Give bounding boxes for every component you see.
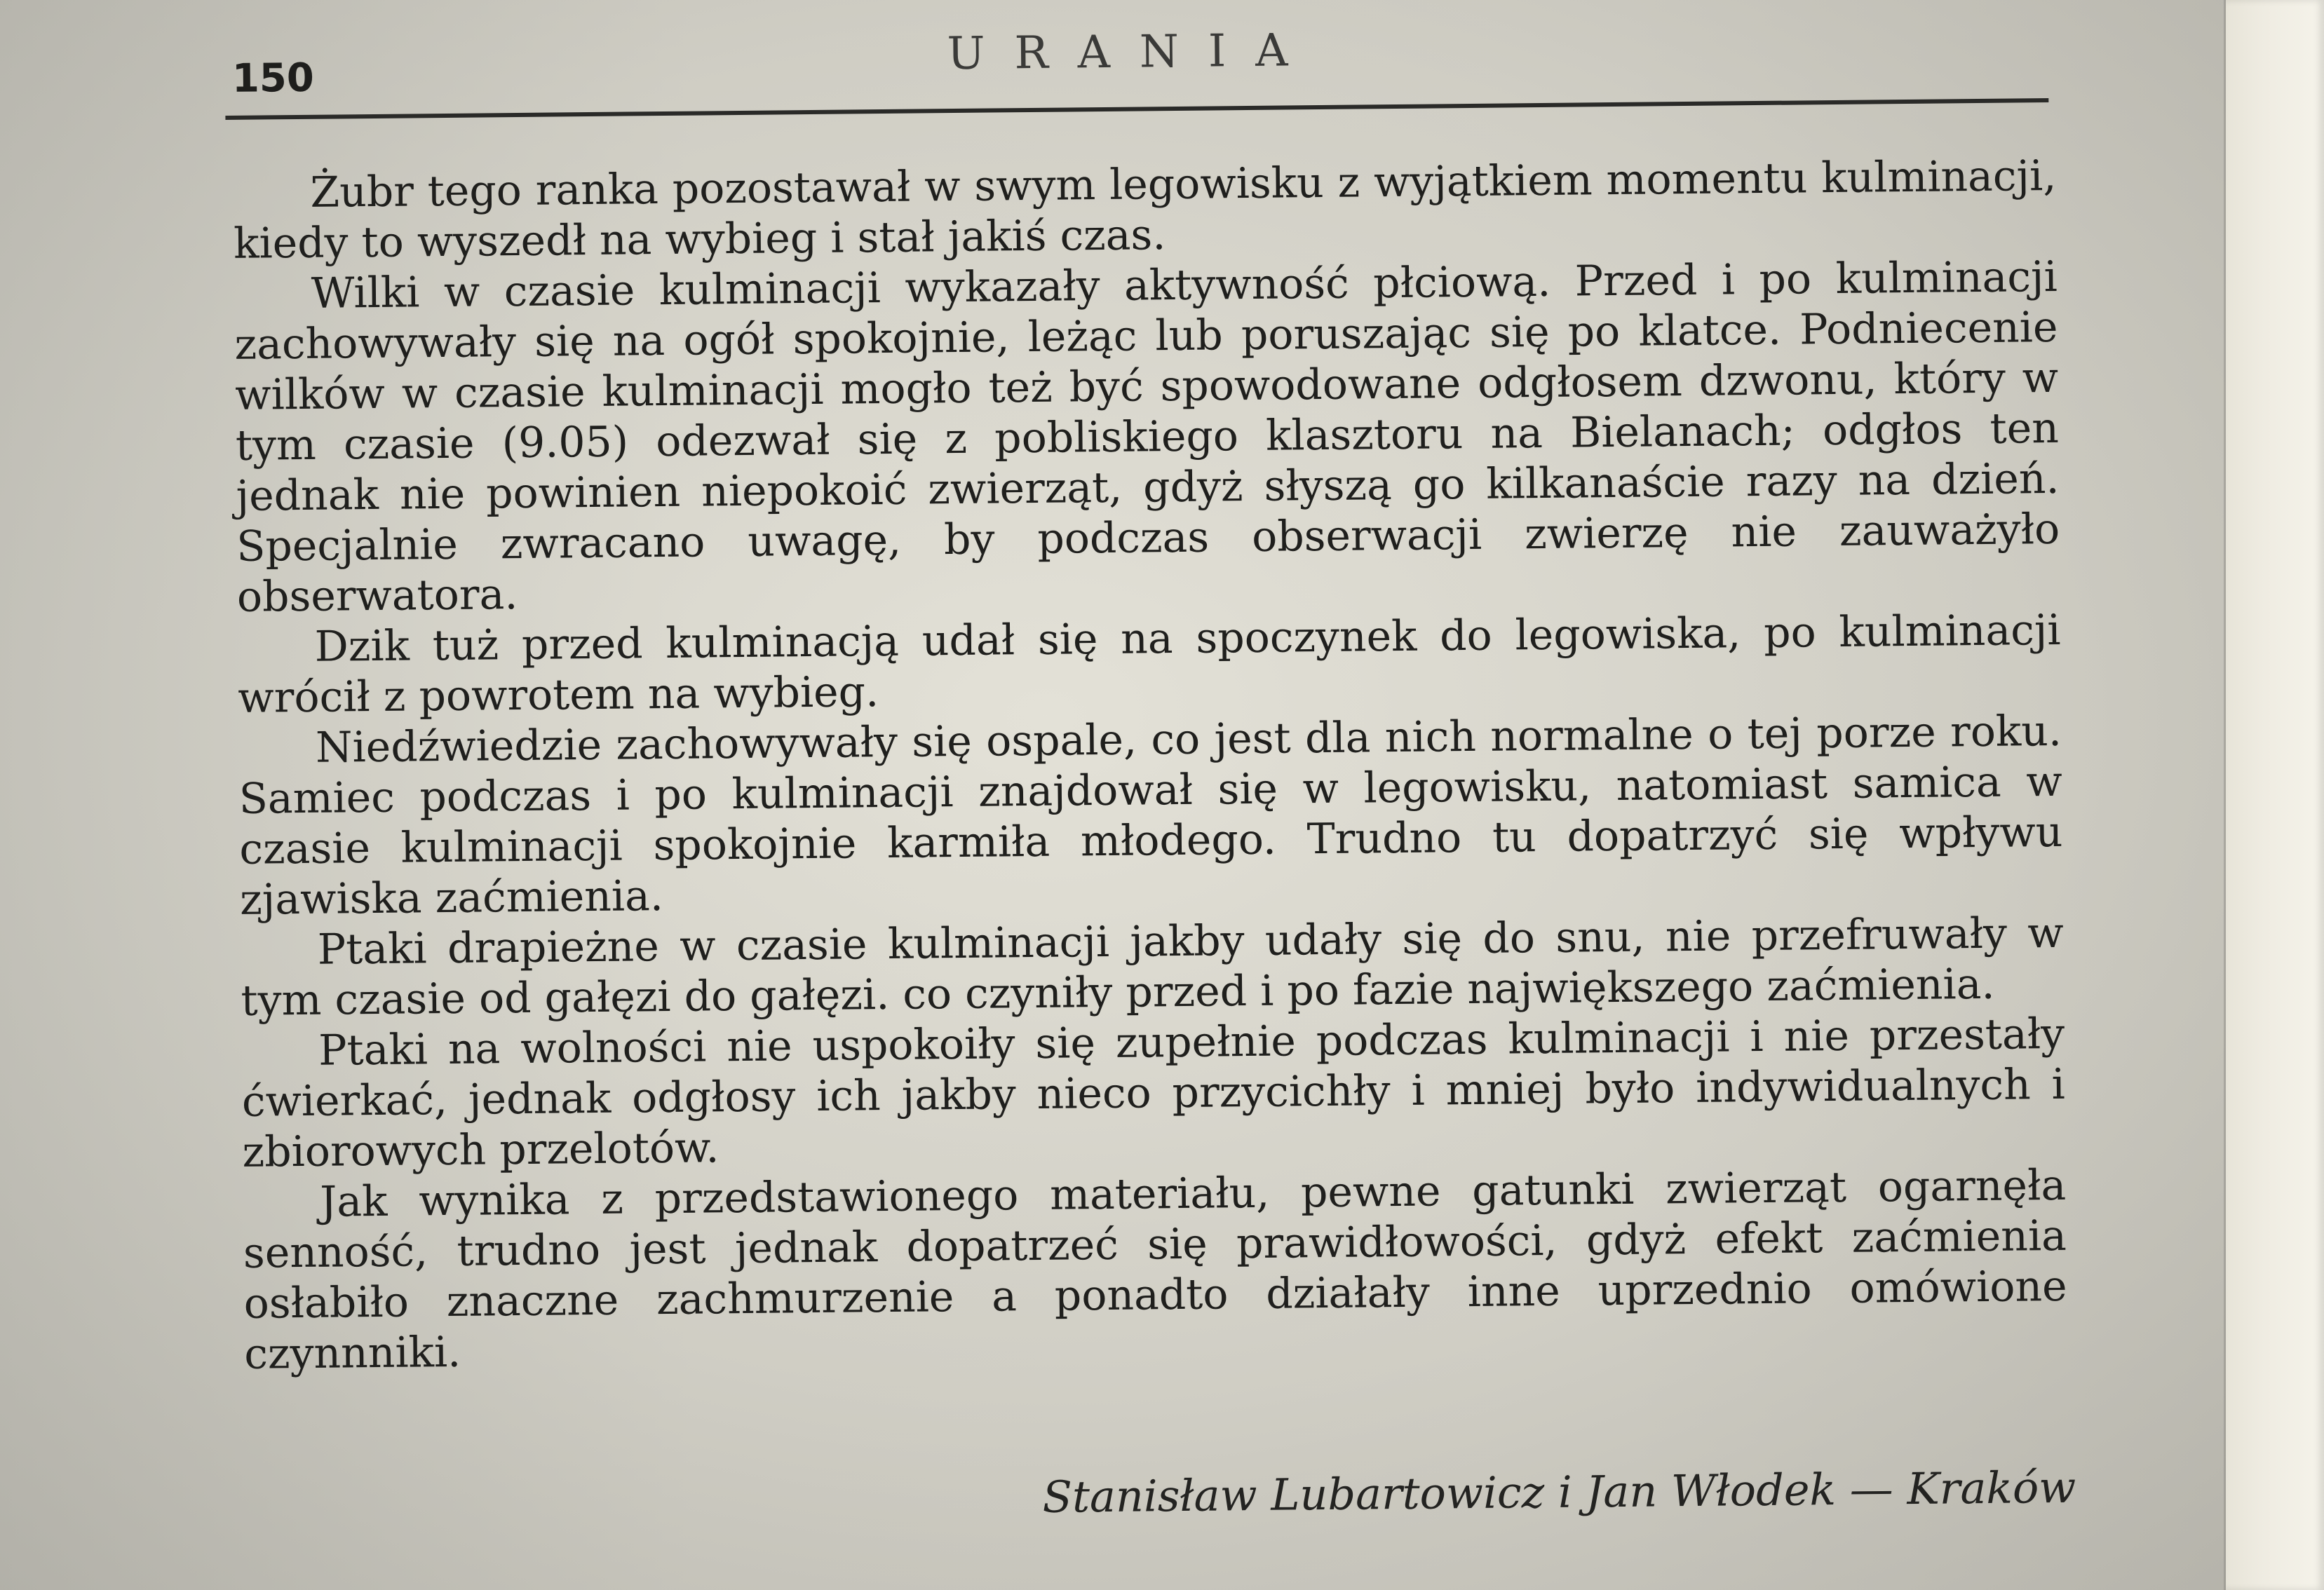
header-rule xyxy=(225,98,2048,120)
page-gutter-line xyxy=(2224,0,2226,1590)
paragraph-wild-birds: Ptaki na wolności nie uspokoiły się zupełnie podczas kulminacji i nie przestały ćwierkać, jednak odgłosy ich jakby nieco przycichły i mniej było indywidualnych i zbiorowych przelotów. xyxy=(241,1009,2066,1177)
article-body xyxy=(233,151,2067,1380)
paragraph-bears: Niedźwiedzie zachowywały się ospale, co jest dla nich normalne o tej porze roku. Samiec podczas i po kulminacji znajdował się w legowisku, natomiast samica w czasie kulminacji spokojnie karmiła młodego. Trudno tu dopatrzyć się wpływu zjawiska zaćmienia. xyxy=(238,706,2063,925)
author-signature: Stanisław Lubartowicz i Jan Włodek — Kraków xyxy=(1042,1461,2076,1523)
page-number: 150 xyxy=(231,55,315,102)
book-page xyxy=(224,0,2076,1577)
next-page-edge xyxy=(2226,0,2324,1590)
paragraph-bison: Żubr tego ranka pozostawał w swym legowisku z wyjątkiem momentu kulminacji, kiedy to wyszedł na wybieg i stał jakiś czas. xyxy=(233,151,2057,269)
paragraph-boar: Dzik tuż przed kulminacją udał się na spoczynek do legowiska, po kulminacji wrócił z powrotem na wybieg. xyxy=(238,605,2061,723)
paragraph-birds-of-prey: Ptaki drapieżne w czasie kulminacji jakby udały się do snu, nie przefruwały w tym czasie od gałęzi do gałęzi. co czyniły przed i po fazie największego zaćmienia. xyxy=(241,908,2065,1026)
paragraph-wolves: Wilki w czasie kulminacji wykazały aktywność płciową. Przed i po kulminacji zachowywały się na ogół spokojnie, leżąc lub poruszając się po klatce. Podniecenie wilków w czasie kulminacji mogło też być spowodowane odgłosem dzwonu, który w tym czasie (9.05) odezwał się z pobliskiego klasztoru na Bielanach; odgłos ten jednak nie powinien niepokoić zwierząt, gdyż słyszą go kilkanaście razy na dzień. Specjalnie zwracano uwagę, by podczas obserwacji zwierzę nie zauważyło obserwatora. xyxy=(234,252,2060,622)
paragraph-conclusion: Jak wynika z przedstawionego materiału, pewne gatunki zwierząt ogarnęła senność, trudno jest jednak dopatrzeć się prawidłowości, gdyż efekt zaćmienia osłabiło znaczne zachmurzenie a ponadto działały inne uprzednio omówione czynnniki. xyxy=(243,1160,2067,1379)
page-header xyxy=(224,11,2048,105)
journal-title: URANIA xyxy=(947,25,1318,81)
